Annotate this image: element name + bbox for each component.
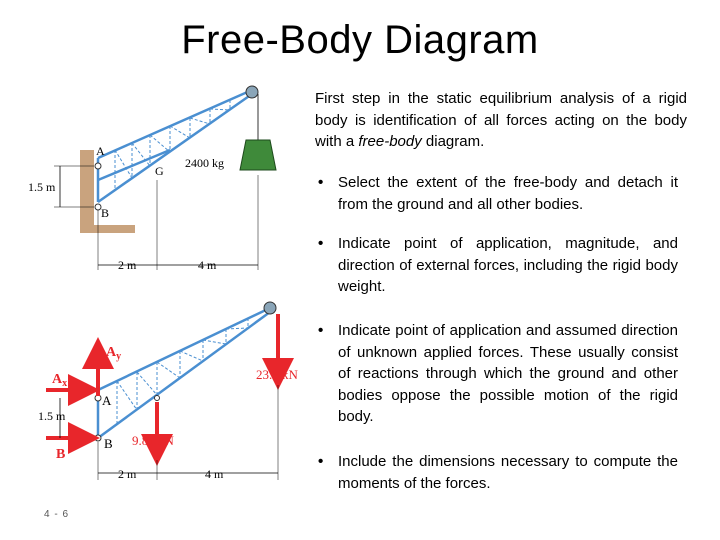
bullet-dot: •	[318, 235, 324, 252]
label-a: A	[102, 393, 112, 408]
crane-boom	[98, 90, 252, 202]
bullet-text: Select the extent of the free-body and detach it from the ground and all other bodies.	[338, 174, 678, 213]
load-label: 23.5 kN	[256, 367, 298, 382]
pulley-icon	[246, 86, 258, 98]
pin-a-icon	[95, 163, 101, 169]
label-ax-subscript: x	[62, 378, 68, 389]
crane-figure-bottom	[20, 290, 315, 495]
bullet-item-4	[318, 451, 678, 494]
slide-title: Free-Body Diagram	[181, 18, 539, 62]
bullet-text: Include the dimensions necessary to compute the moments of the forces.	[338, 453, 678, 492]
slide-number: 4 - 6	[44, 509, 70, 520]
pin-b-icon	[95, 435, 101, 441]
crane-figure-top	[20, 80, 315, 280]
label-ay-subscript: y	[116, 351, 122, 362]
bullet-item-1	[318, 172, 678, 215]
bullet-dot: •	[318, 174, 324, 191]
height-label: 1.5 m	[28, 180, 56, 194]
dim-left-label: 2 m	[118, 258, 137, 272]
bullet-text: Indicate point of application and assumed direction of unknown applied forces. These usually consist of reactions through which the ground and other bodies oppose the possible motion of the rigid body.	[338, 322, 678, 425]
label-b-point: B	[104, 436, 113, 451]
dim-right-label: 4 m	[198, 258, 217, 272]
bullet-dot: •	[318, 322, 324, 339]
bullet-dot: •	[318, 453, 324, 470]
label-g: G	[155, 164, 164, 178]
dim-right-label: 4 m	[205, 467, 224, 481]
bullet-item-3	[318, 320, 678, 428]
weight-icon	[240, 140, 276, 170]
pulley-icon	[264, 302, 276, 314]
wall	[80, 150, 94, 230]
label-ax: $A_x$	[52, 372, 68, 389]
crane-boom	[98, 308, 270, 438]
label-a: A	[96, 144, 105, 158]
mass-label: 2400 kg	[185, 156, 224, 170]
dim-left-label: 2 m	[118, 467, 137, 481]
bullet-text: Indicate point of application, magnitude, and direction of external forces, including the rigid body weight.	[338, 235, 678, 295]
intro-text-start: First step in the static equilibrium analysis of a rigid body is identification of all forces acting on the body with a	[315, 90, 687, 150]
label-ay: $A_y$	[106, 345, 122, 362]
ground-base	[80, 225, 135, 233]
bullet-item-2	[318, 233, 678, 298]
center-of-gravity-icon	[155, 396, 160, 401]
label-b: B	[101, 206, 110, 220]
intro-text-end: diagram.	[421, 133, 485, 150]
intro-paragraph	[315, 88, 687, 153]
intro-emphasis: free-body	[358, 133, 422, 150]
label-b-force: B	[56, 447, 66, 462]
weight-label: 9.81 kN	[132, 433, 174, 448]
height-label: 1.5 m	[38, 409, 66, 423]
